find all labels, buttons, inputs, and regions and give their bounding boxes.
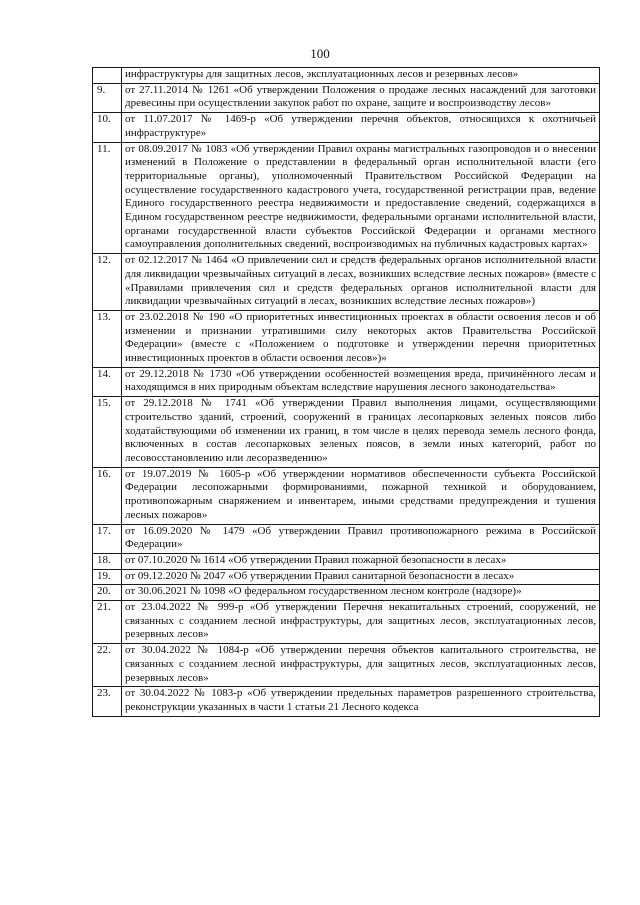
table-row [93, 310, 600, 367]
row-text: от 02.12.2017 № 1464 «О привлечении сил и средств федеральных органов исполнительной власти для ликвидации чрезвычайных ситуаций в лесах, возникших вследствие лесных пожаров» (вместе с «Правилами привлечения сил и средств федеральных органов исполнительной власти для ликвидации чрезвычайных ситуаций в лесах, возникших вследствие лесных пожаров») [122, 254, 600, 311]
page-number: 100 [310, 46, 330, 61]
row-text: от 30.04.2022 № 1084-р «Об утверждении перечня объектов капитального строительства, не связанных с созданием лесной инфраструктуры, для защитных лесов, эксплуатационных лесов, резервных лесов» [122, 644, 600, 687]
table-row [93, 397, 600, 468]
row-text: от 11.07.2017 № 1469-р «Об утверждении перечня объектов, относящихся к охотничьей инфраструктуре» [122, 113, 600, 142]
row-text: от 09.12.2020 № 2047 «Об утверждении Правил санитарной безопасности в лесах» [122, 569, 600, 585]
row-number: 16. [93, 467, 122, 524]
row-number: 23. [93, 687, 122, 716]
row-text: от 29.12.2018 № 1741 «Об утверждении Правил выполнения лицами, осуществляющими строительство зданий, строений, сооружений в границах лесопарковых зеленых поясов либо ходатайствующими об изменении их границ, в том числе в целях перевода земель лесного фонда, включенных в состав лесопарковых зеленых поясов, в земли иных категорий, работ по лесовосстановлению или лесоразведению» [122, 397, 600, 468]
row-text: инфраструктуры для защитных лесов, эксплуатационных лесов и резервных лесов» [122, 68, 600, 84]
row-text: от 08.09.2017 № 1083 «Об утверждении Правил охраны магистральных газопроводов и о внесении изменений в Положение о представлении в федеральный орган исполнительной власти (его территориальные органы), уполномоченный Правительством Российской Федерации на осуществление государственного кадастрового учета, государственной регистрации прав, ведение Единого государственного реестра недвижимости и предоставление сведений, содержащихся в Едином государственном реестре недвижимости, федеральными органами исполнительной власти, органами государственной власти субъектов Российской Федерации и органами местного самоуправления дополнительных сведений, воспроизводимых на публичных кадастровых картах» [122, 142, 600, 254]
row-number: 21. [93, 601, 122, 644]
row-number: 13. [93, 310, 122, 367]
row-text: от 16.09.2020 № 1479 «Об утверждении Правил противопожарного режима в Российской Федерации» [122, 524, 600, 553]
row-number: 15. [93, 397, 122, 468]
row-text: от 29.12.2018 № 1730 «Об утверждении особенностей возмещения вреда, причинённого лесам и находящимся в них природным объектам вследствие нарушения лесного законодательства» [122, 367, 600, 396]
table-row [93, 68, 600, 84]
row-text: от 27.11.2014 № 1261 «Об утверждении Положения о продаже лесных насаждений для заготовки древесины при осуществлении закупок работ по охране, защите и воспроизводству лесов» [122, 83, 600, 112]
row-number: 17. [93, 524, 122, 553]
table-row [93, 142, 600, 254]
table-row [93, 687, 600, 716]
row-text: от 23.02.2018 № 190 «О приоритетных инвестиционных проектах в области освоения лесов и об изменении и признании утратившими силу некоторых актов Правительства Российской Федерации» (вместе с «Положением о подготовке и утверждении перечня приоритетных инвестиционных проектов в области освоения лесов»)» [122, 310, 600, 367]
table-row [93, 569, 600, 585]
table-row [93, 83, 600, 112]
row-number: 10. [93, 113, 122, 142]
table-row [93, 367, 600, 396]
row-number: 18. [93, 553, 122, 569]
row-text: от 07.10.2020 № 1614 «Об утверждении Правил пожарной безопасности в лесах» [122, 553, 600, 569]
row-text: от 19.07.2019 № 1605-р «Об утверждении нормативов обеспеченности субъекта Российской Федерации лесопожарными формированиями, пожарной техникой и оборудованием, противопожарным снаряжением и инвентарем, иными средствами предупреждения и тушения лесных пожаров» [122, 467, 600, 524]
row-number: 14. [93, 367, 122, 396]
row-number: 22. [93, 644, 122, 687]
table-row [93, 553, 600, 569]
row-number: 20. [93, 585, 122, 601]
table-row [93, 644, 600, 687]
table-row [93, 601, 600, 644]
table-row [93, 585, 600, 601]
row-number: 9. [93, 83, 122, 112]
row-number: 11. [93, 142, 122, 254]
row-number: 19. [93, 569, 122, 585]
table-row [93, 467, 600, 524]
table-row [93, 524, 600, 553]
row-text: от 23.04.2022 № 999-р «Об утверждении Перечня некапитальных строений, сооружений, не связанных с созданием лесной инфраструктуры, для защитных лесов, эксплуатационных лесов, резервных лесов» [122, 601, 600, 644]
table-row [93, 254, 600, 311]
row-number: 12. [93, 254, 122, 311]
table-row [93, 113, 600, 142]
row-number [93, 68, 122, 84]
row-text: от 30.04.2022 № 1083-р «Об утверждении предельных параметров разрешенного строительства, реконструкции указанных в части 1 статьи 21 Лесного кодекса [122, 687, 600, 716]
legal-acts-table [92, 67, 600, 717]
row-text: от 30.06.2021 № 1098 «О федеральном государственном лесном контроле (надзоре)» [122, 585, 600, 601]
